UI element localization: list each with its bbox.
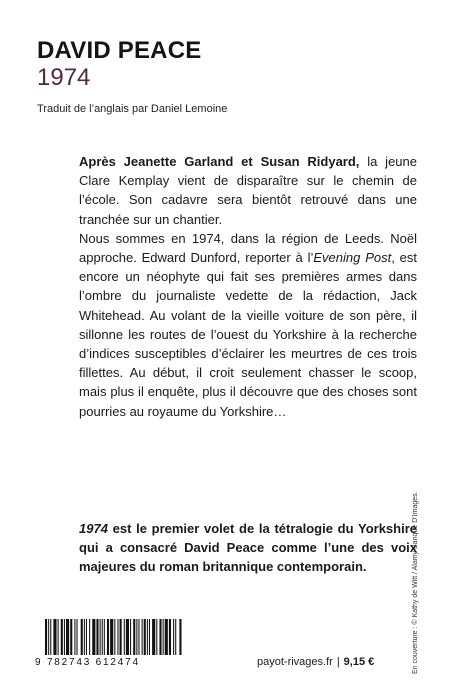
barcode-bar <box>53 619 56 655</box>
barcode-bar <box>102 619 103 655</box>
blurb-paragraph-2 <box>79 229 417 421</box>
barcode-bar <box>173 619 174 655</box>
barcode-bar <box>124 619 125 655</box>
barcode-bar <box>50 619 51 655</box>
barcode-bar <box>48 619 49 655</box>
barcode-bar <box>74 619 75 655</box>
barcode-bar <box>117 619 118 655</box>
barcode-bar <box>159 619 161 655</box>
barcode-bar <box>149 619 150 655</box>
barcode-bar <box>81 619 83 655</box>
barcode-bar <box>138 619 139 655</box>
book-title: 1974 <box>37 64 91 91</box>
barcode-bar <box>64 619 65 655</box>
closing-rest: est le premier volet de la tétralogie du Yorkshire qui a consacré David Peace comme l’une des voix majeures du roman britannique contemporain. <box>79 521 417 575</box>
barcode-bar <box>114 619 115 655</box>
blurb-paragraph-1 <box>79 152 417 229</box>
barcode-bar <box>126 619 129 655</box>
barcode-bar <box>89 619 90 655</box>
blurb-lead-bold: Après Jeanette Garland et Susan Ridyard, <box>79 154 360 169</box>
barcode-bar <box>120 619 122 655</box>
barcode-bar <box>100 619 101 655</box>
publisher-website[interactable]: payot-rivages.fr <box>257 656 333 668</box>
barcode-bar <box>163 619 164 655</box>
barcode-bar <box>58 619 59 655</box>
barcode-bar <box>142 619 143 655</box>
barcode-bar <box>175 619 176 655</box>
barcode-bar <box>144 619 146 655</box>
barcode-bar <box>45 619 47 655</box>
barcode-bar <box>147 619 148 655</box>
barcode-bar <box>77 619 78 655</box>
barcode-bar <box>70 619 72 655</box>
book-price: 9,15 € <box>343 656 375 668</box>
barcode-bar <box>136 619 137 655</box>
barcode-bars <box>35 619 183 657</box>
newspaper-name: Evening Post <box>313 250 392 266</box>
publisher-separator: | <box>336 656 340 668</box>
barcode-bar <box>61 619 63 655</box>
blurb-text <box>79 152 417 421</box>
closing-title-italic: 1974 <box>79 521 108 536</box>
closing-paragraph <box>79 519 417 577</box>
barcode-bar <box>169 619 171 655</box>
isbn-number: 9 782743 612474 <box>35 657 140 668</box>
blurb-lead-rest: la jeune Clare Kemplay vient de disparaître sur le chemin de l’école. Son cadavre sera bientôt retrouvé dans une tranchée sur un chantier. <box>79 154 417 227</box>
barcode-bar <box>104 619 105 655</box>
blurb-p2-start: Nous sommes en 1974, dans la région de Leeds. Noël approche. Edward Dunford, reporter à l’ <box>79 230 417 266</box>
barcode-bar <box>165 619 168 655</box>
barcode-bar <box>66 619 69 655</box>
blurb-p2-end: , est encore un néophyte qui fait ses premières armes dans l’ombre du journaliste vedette de la rédaction, Jack Whitehead. Au volant de la vieille voiture de son père, il sillonne les routes de l’ouest du Yorkshire à la recherche d’indices susceptibles d’éclairer les meurtres de ces trois fillettes. Au début, il croit seulement chasser le scoop, mais plus il enquête, plus il découvre que des choses sont pourries au royaume du Yorkshire… <box>79 250 417 419</box>
barcode-bar <box>96 619 98 655</box>
barcode-bar <box>84 619 85 655</box>
cover-photo-credit: En couverture : © Kathy de Witt / Alamy Banque D’Images. <box>412 491 419 674</box>
barcode-bar <box>110 619 113 655</box>
barcode-bar <box>92 619 95 655</box>
barcode-bar <box>107 619 109 655</box>
publisher-info <box>257 655 374 669</box>
barcode-bar <box>179 619 181 655</box>
barcode-bar <box>86 619 87 655</box>
barcode-bar <box>156 619 157 655</box>
barcode-bar <box>133 619 135 655</box>
barcode-bar <box>152 619 155 655</box>
barcode-bar <box>130 619 131 655</box>
author-name: DAVID PEACE <box>37 37 202 64</box>
translator-credit: Traduit de l’anglais par Daniel Lemoine <box>37 103 228 115</box>
